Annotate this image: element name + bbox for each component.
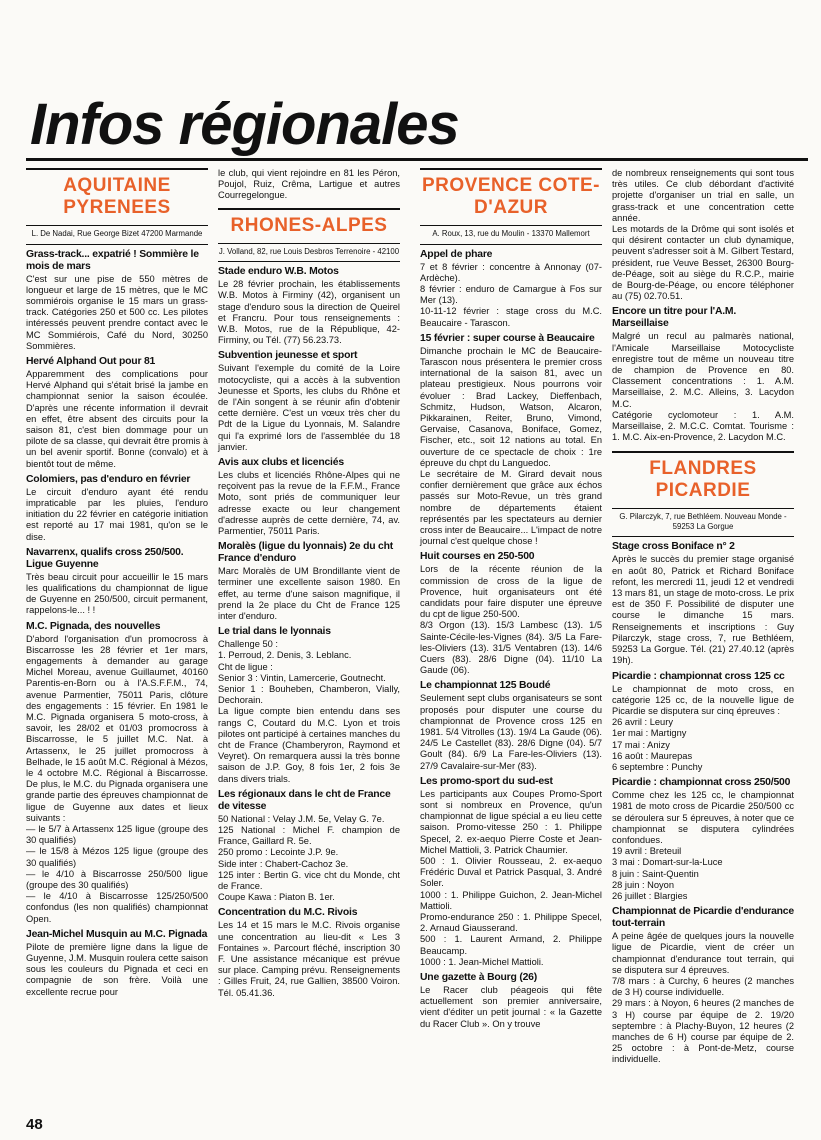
article-title: Le trial dans le lyonnais: [218, 626, 331, 638]
continuation-text: Les motards de la Drôme qui sont isolés et qui désirent contacter un club dynamique, peuvent s'adresser soit à M. Gilbert Testard, président, rue Veuve Besset, 26300 Bourg-de-Péage, soit au siège du R.C.P., mairie de Bourg-de-Péage, ou encore téléphoner au (75) 02.70.51.: [612, 224, 794, 302]
region-address: L. De Nadai, Rue George Bizet 47200 Marmande: [26, 225, 208, 239]
article-line: — le 4/10 à Biscarrosse 250/500 ligue (groupe des 30 qualifiés): [26, 868, 208, 891]
region-title: FLANDRES PICARDIE: [649, 458, 757, 502]
article: [26, 621, 208, 925]
article-body: Catégorie cyclomoteur : 1. A.M. Marseillaise, 2. M.C.C. Comtat. Tourisme : 1. M.C. Aix-en-Provence, 2. Lacydon M.C.: [612, 409, 794, 443]
region-header-flandres: [612, 451, 794, 537]
article: [218, 266, 400, 346]
article-title: M.C. Pignada, des nouvelles: [26, 620, 161, 632]
article-title: Encore un titre pour l'A.M. Marseillaise: [612, 306, 737, 330]
article-title: Stade enduro W.B. Motos: [218, 266, 339, 278]
region-header-rhones-alpes: [218, 208, 400, 263]
article-body: Malgré un recul au palmarès national, l'Amicale Marseillaise Motocycliste enregistre tout de même un nouveau titre de champion de Provence en 80. Classement concentrations : 1. A.M. Marseillaise, 2. M.C. Alleins, 3. Lacydon M.C.: [612, 331, 794, 409]
column-aquitaine: [26, 168, 208, 998]
article-body: Le Racer club péageois qui fête actuellement son premier anniversaire, vient d'éditer un petit journal : « la Gazette du Racer Club ». On y trouve: [420, 985, 602, 1029]
article-line: 3 mai : Domart-sur-la-Luce: [612, 857, 723, 868]
article: [612, 541, 794, 666]
article-line: 500 : 1. Olivier Rousseau, 2. ex-aequo Frédéric Duval et Patrick Pasqual, 3. André Soler.: [420, 856, 602, 889]
column-flandres: [612, 168, 794, 1066]
article-title: 15 février : super course à Beaucaire: [420, 332, 595, 344]
article: [26, 929, 208, 998]
article-line: — le 5/7 à Artassenx 125 ligue (groupe des 30 qualifiés): [26, 824, 208, 846]
article-line: 19 avril : Breteuil: [612, 846, 682, 857]
article-line: 26 juillet : Blargies: [612, 890, 688, 901]
article-line: 7 et 8 février : concentre à Annonay (07-Ardèche).: [420, 261, 602, 283]
article: [612, 671, 794, 774]
article: [420, 333, 602, 548]
article: [420, 972, 602, 1030]
article-title: Le championnat 125 Boudé: [420, 680, 551, 692]
article-body: Lors de la récente réunion de la commission de cross de la ligue de Provence, huit organisateurs ont été candidats pour faire disputer une épreuve du cpt de ligue 250-500.: [420, 564, 602, 620]
article-line: 125 National : Michel F. champion de France, Gaillard R. 5e.: [218, 825, 400, 847]
article-body: Suivant l'exemple du comité de la Loire motocycliste, qui a accès à la subvention Jeunesse et Sports, les clubs du Rhône et de l'Ain songent à se réunir afin d'obtenir cette dernière. C'est un vœux très cher du Pdt de la Ligue du Lyonnais, M. Salandre qui l'a exprimé lors de l'assemblée du 18 janvier.: [218, 363, 400, 452]
article: [612, 306, 794, 443]
article-line: 16 août : Maurepas: [612, 750, 693, 761]
article-title: Jean-Michel Musquin au M.C. Pignada: [26, 928, 208, 940]
article-line: Promo-endurance 250 : 1. Philippe Specel, 2. Arnaud Giausserand.: [420, 912, 602, 934]
article: [420, 680, 602, 771]
region-header-aquitaine: [26, 168, 208, 245]
article-body: La ligue compte bien entendu dans ses rangs C, Coutard du M.C. Lyon et trois pilotes ont participé à certaines manches du cht de France (Chamberyron, Raymond et Veyret). On remarquera aussi la très bonne saison de J.P. Goy, 8 fois 1er, 2 fois 3e dans divers trials.: [218, 706, 400, 784]
article-body: Très beau circuit pour accueillir le 15 mars les qualifications du championnat de ligue de Guyenne en 250/500, circuit permanent, rappelons-le... ! !: [26, 571, 208, 616]
article-line: — le 15/8 à Mézos 125 ligue (groupe des 30 qualifiés): [26, 846, 208, 868]
article-title: Les promo-sport du sud-est: [420, 775, 553, 787]
article: [26, 474, 208, 543]
article-body: Marc Moralès de UM Brondillante vient de terminer une excellente saison 1980. En effet, au terme d'une saison magnifique, il prend la 2e place du Cht de France 125 inter d'enduro.: [218, 566, 400, 621]
article-title: Navarrenx, qualifs cross 250/500. Ligue Guyenne: [26, 546, 184, 570]
article-body: Les clubs et licenciés Rhône-Alpes qui ne reçoivent pas la revue de la F.F.M., France Moto, sont priés de communiquer leur adresse exacte ou leur changement d'adresse auprès de cette dernière, 74, av. Parmentier, 75011 Paris.: [218, 469, 400, 536]
article: [218, 541, 400, 622]
article-line: 50 National : Velay J.M. 5e, Velay G. 7e.: [218, 813, 385, 824]
article: [26, 249, 208, 352]
region-title: RHONES-ALPES: [230, 214, 388, 236]
article-line: 7/8 mars : à Curchy, 6 heures (2 manches de 3 H) course individuelle.: [612, 975, 794, 998]
article-line: — le 4/10 à Biscarrosse 125/250/500 confondus (les non qualifiés) championnat Open.: [26, 891, 208, 924]
article-title: Huit courses en 250-500: [420, 551, 535, 563]
article-body: C'est sur une pise de 550 mètres de longueur et large de 15 mètres, que le MC sommiérois organise le 15 mars un grass-track. Catégories 250 et 500 cc. Les pilotes intéressés peuvent prendre contact avec le MC Sommiérois, Café du Nord, 30250 Sommières.: [26, 273, 208, 351]
article: [612, 777, 794, 902]
article-title: Appel de phare: [420, 248, 493, 260]
article-body: Le championnat de moto cross, en catégorie 125 cc, de la nouvelle ligue de Picardie se disputera sur cinq épreuves :: [612, 683, 794, 716]
article-line: 10-11-12 février : stage cross du M.C. Beaucaire - Tarascon.: [420, 306, 602, 328]
column-provence: [420, 168, 602, 1030]
article-line: Senior 3 : Vintin, Lamercerie, Goutnecht.: [218, 672, 386, 683]
region-header-provence: [420, 168, 602, 245]
article-title: Avis aux clubs et licenciés: [218, 456, 344, 468]
article-title: Subvention jeunesse et sport: [218, 350, 358, 362]
article: [612, 906, 794, 1065]
article-line: 1er mai : Martigny: [612, 728, 687, 739]
article-body: D'abord l'organisation d'un promocross à Biscarrosse les 28 février et 1er mars, engagements à demander au garage Michel Moreau, avenue Guillaumet, 40160 Parentis-en-Born ou à l'A.S.F.F.M., 74, avenue Parmentier, 75011 Paris, clôture des engagements : 15 février. En 1981 le M.C. Pignada organisera 5 moto-cross, à savoir, les 28/02 et 01/03 promocross à Biscarrosse, le 5 juillet M.C. Nat. à Artassenx, le 25 juillet promocross à Belhade, le 15 août M.C. Régional à Mézos, le 4 octobre M.C. Régional à Biscarrosse. De plus, le M.C. du Pignada organisera une grande partie des épreuves championnat de ligue de Guyenne aux dates et lieux suivants :: [26, 633, 208, 823]
article-title: Picardie : championnat cross 125 cc: [612, 670, 785, 682]
region-title: AQUITAINE PYRENEES: [63, 175, 171, 218]
region-address: J. Volland, 82, rue Louis Desbros Terrenoire - 42100: [218, 243, 400, 257]
article-title: Colomiers, pas d'enduro en février: [26, 473, 191, 485]
article-body: Les participants aux Coupes Promo-Sport sont si nombreux en Provence, qu'un championnat de ligue spécial a eu lieu cette saison. Promo-vitesse 250 : 1. Philippe Specel, 2. ex-aequo Pierre Coste et Jean-Michel Mattioli, 3. Patrick Chaumier.: [420, 788, 602, 855]
article-line: 250 promo : Lecointe J.P. 9e.: [218, 847, 339, 858]
article-title: Moralès (ligue du lyonnais) 2e du cht France d'enduro: [218, 541, 394, 565]
article-title: Les régionaux dans le cht de France de vitesse: [218, 788, 391, 812]
article-body: Seulement sept clubs organisateurs se sont proposés pour disputer une course du championnat de Provence cross 125 en 1981. 5/4 Vitrolles (13). 19/4 La Gaude (06). 24/5 Le Castellet (83). 28/6 Digne (04). 5/7 Goult (84). 6/9 La Fare-les-Oliviers (13). 27/9 Cavalaire-sur-Mer (83).: [420, 693, 602, 771]
article: [218, 789, 400, 904]
article-title: Une gazette à Bourg (26): [420, 972, 538, 984]
article-line: 6 septembre : Punchy: [612, 761, 703, 772]
article: [218, 350, 400, 453]
article: [26, 547, 208, 617]
article: [26, 356, 208, 470]
article-body: Apparemment des complications pour Hervé Alphand qui s'était brisé la jambe en championnat senior la saison écoulée. D'après une récente information il devrait en effet, être absent des circuits pour la saison 81, c'est bien dommage pour un pilote de sa classe, qui devrait être promis à un bel avenir sportif. Bonne (convalo) et à bientôt tout de même.: [26, 368, 208, 469]
article-line: Cht de ligue :: [218, 661, 273, 672]
article-line: 26 avril : Leury: [612, 717, 673, 728]
article: [218, 626, 400, 785]
article-title: Championnat de Picardie d'endurance tout-terrain: [612, 906, 794, 930]
article: [420, 776, 602, 968]
article-body: Le 28 février prochain, les établissements W.B. Motos à Firminy (42), organisent un stage d'enduro sous la direction de Queirel et Francru. Pour tous renseignements : W.B. Motos, rue de la République, 42-Firminy, ou Tél. (77) 56.23.73.: [218, 279, 400, 346]
article-title: Hervé Alphand Out pour 81: [26, 355, 156, 367]
article-line: Challenge 50 :: [218, 639, 278, 650]
article: [420, 551, 602, 676]
article-line: 125 inter : Bertin G. vice cht du Monde, cht de France.: [218, 869, 400, 892]
article-line: 8 février : enduro de Camargue à Fos sur Mer (13).: [420, 283, 602, 306]
page-number: 48: [26, 1116, 43, 1133]
article-line: 500 : 1. Laurent Armand, 2. Philippe Beaucamp.: [420, 934, 602, 956]
article-body: A peine âgée de quelques jours la nouvelle ligue de Picardie, vient de créer un championnat d'endurance tout terrain, qui se disputera sur 4 épreuves.: [612, 931, 794, 975]
article-title: Concentration du M.C. Rivois: [218, 907, 358, 919]
article-body: Les 14 et 15 mars le M.C. Rivois organise une concentration au lieu-dit « Les 3 Fontaines ». Parcourt fléché, inscription 30 F. Une assistance mécanique est prévue sur place. Camping prévu. Renseignements : Gilles Fruit, 24, rue Gallien, 38500 Voiron. Tél. 05.41.36.: [218, 920, 400, 998]
article-title: Picardie : championnat cross 250/500: [612, 777, 791, 789]
article: [218, 907, 400, 998]
article-line: 1000 : 1. Jean-Michel Mattioli.: [420, 956, 544, 967]
article-title: Stage cross Boniface n° 2: [612, 541, 735, 553]
article-line: 28 juin : Noyon: [612, 879, 675, 890]
article-body: 8/3 Orgon (13). 15/3 Lambesc (13). 1/5 Sainte-Cécile-les-Vignes (84). 3/5 La Fare-les-Oliviers (13). 31/5 Ventabren (13). 14/6 Cuers (83). 28/6 Digne (04). 11/10 La Gaude (06).: [420, 620, 602, 676]
article: [218, 457, 400, 537]
title-rule: [26, 158, 808, 161]
region-address: A. Roux, 13, rue du Moulin - 13370 Mallemort: [420, 225, 602, 239]
article-line: 17 mai : Anizy: [612, 739, 670, 750]
article-line: Side inter : Chabert-Cachoz 3e.: [218, 858, 349, 869]
continuation-text: de nombreux renseignements qui sont tous très utiles. Ce club débordant d'activité projette d'organiser un trial en salle, un grass-track et une concentration cette année.: [612, 168, 794, 223]
article: [420, 249, 602, 329]
article-body: Le circuit d'enduro ayant été rendu impraticable par les pluies, l'enduro initiation du 22 février en catégorie initiation est reporté au 17 mai 1981, qu'on se le dise.: [26, 486, 208, 542]
article-body: Dimanche prochain le MC de Beaucaire-Tarascon nous présentera le premier cross international de la saison 81, avec un plateau prestigieux. Nous pourrons voir évoluer : Brad Lackey, Dieffenbach, Schmitz, Hudson, Watson, Alcaron, Pikkarainen, Reiter, Bruno, Vimond, Gervaise, Casanova, Boniface, Gomez, Fischer, etc., soit 12 nations au total. En ouverture de ce spectacle de choix : 1re épreuve du chpt du Languedoc.: [420, 345, 602, 468]
region-title: PROVENCE COTE-D'AZUR: [421, 175, 601, 218]
article-line: 29 mars : à Noyon, 6 heures (2 manches de 3 H) course par équipe de 2. 19/20 septembre : à Plachy-Buyon, 12 heures (2 manches de 6 H) course par équipe de 2. 25 octobre : à Pont-de-Metz, course individuelle.: [612, 998, 794, 1065]
page-title: Infos régionales: [30, 92, 459, 157]
article-body: Comme chez les 125 cc, le championnat 1981 de moto cross de Picardie 250/500 cc se déroulera sur 5 épreuves, à noter que ce championnat se disputera cylindrées confondues.: [612, 790, 794, 845]
article-body: Le secrétaire de M. Girard devait nous confier dernièrement que grâce aux échos passés sur Moto-Revue, un très grand nombre de départements étaient représentés par les spectateurs au dernier cross inter de Beaucaire... L'impact de notre journal c'est quelque chose !: [420, 468, 602, 547]
article-line: 1000 : 1. Philippe Guichon, 2. Jean-Michel Mattioli.: [420, 889, 602, 911]
column-rhones-alpes: [218, 168, 400, 999]
article-line: Senior 1 : Bouheben, Chamberon, Vially, Dechorain.: [218, 684, 400, 706]
continuation-text: le club, qui vient rejoindre en 81 les Péron, Poujol, Ruiz, Crêma, Lartigue et autres Courregelongue.: [218, 168, 400, 201]
article-line: Coupe Kawa : Piaton B. 1er.: [218, 892, 335, 903]
article-line: 8 juin : Saint-Quentin: [612, 868, 699, 879]
article-title: Grass-track... expatrié ! Sommière le mois de mars: [26, 248, 199, 272]
region-address: G. Pilarczyk, 7, rue Bethléem. Nouveau Monde - 59253 La Gorgue: [612, 508, 794, 531]
article-body: Après le succès du premier stage organisé en août 80, Patrick et Richard Boniface refont, les mercredi 11, jeudi 12 et vendredi 13 mars 81, un stage de moto-cross. Le prix est de 350 F. Possibilité de disputer une course le dimanche 15 mars. Renseignements et inscriptions : Guy Pilarczyk, stage cross, 7, rue Bethléem, 59253 La Gorgue. Tél. (21) 27.40.12 (après 19h).: [612, 554, 794, 666]
article-line: 1. Perroud, 2. Denis, 3. Leblanc.: [218, 650, 352, 661]
article-body: Pilote de première ligne dans la ligue de Guyenne, J.M. Musquin roulera cette saison sous les couleurs du Pignada et ceci en compagnie de son frère. Voilà une excellente recrue pour: [26, 941, 208, 997]
